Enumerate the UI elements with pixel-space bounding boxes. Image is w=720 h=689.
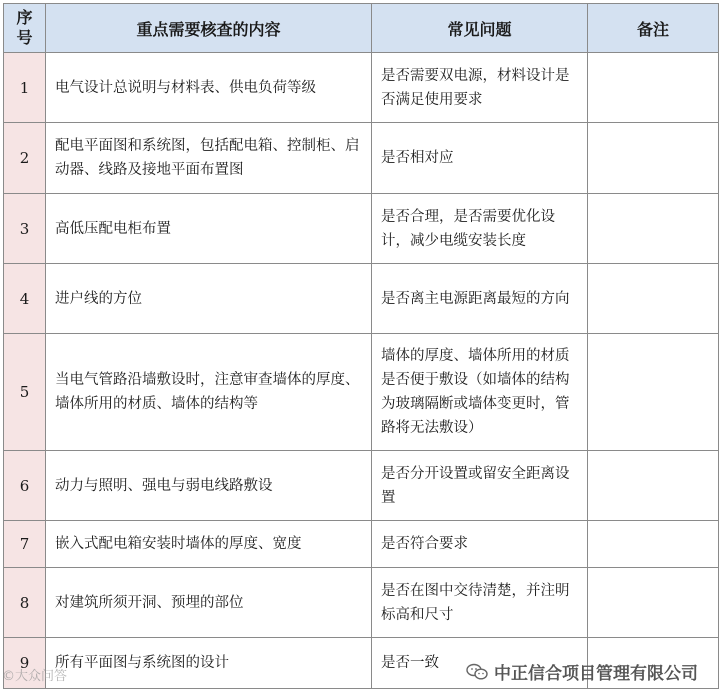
- row-issue: 是否一致: [372, 638, 588, 689]
- row-issue: 是否符合要求: [372, 521, 588, 568]
- row-issue: 墙体的厚度、墙体所用的材质是否便于敷设（如墙体的结构为玻璃隔断或墙体变更时，管路将无法敷设）: [372, 334, 588, 451]
- table-row: [4, 521, 719, 568]
- row-note: [588, 334, 719, 451]
- row-index: 8: [4, 568, 46, 638]
- table-row: [4, 568, 719, 638]
- row-content: 所有平面图与系统图的设计: [46, 638, 372, 689]
- row-index: 2: [4, 123, 46, 194]
- row-content: 动力与照明、强电与弱电线路敷设: [46, 451, 372, 521]
- watermark-company: 中正信合项目管理有限公司: [494, 664, 698, 684]
- row-index: 6: [4, 451, 46, 521]
- table-row: [4, 123, 719, 194]
- row-issue: 是否分开设置或留安全距离设置: [372, 451, 588, 521]
- table-row: [4, 334, 719, 451]
- watermark-right: [466, 659, 698, 684]
- table-row: [4, 53, 719, 123]
- row-index: 5: [4, 334, 46, 451]
- row-note: [588, 451, 719, 521]
- row-issue: 是否需要双电源，材料设计是否满足使用要求: [372, 53, 588, 123]
- row-content: 高低压配电柜布置: [46, 194, 372, 264]
- column-header-notes: 备注: [588, 4, 719, 53]
- table-row: [4, 264, 719, 334]
- row-index: 1: [4, 53, 46, 123]
- row-index: 7: [4, 521, 46, 568]
- row-content: 对建筑所须开洞、预埋的部位: [46, 568, 372, 638]
- row-note: [588, 123, 719, 194]
- row-issue: 是否离主电源距离最短的方向: [372, 264, 588, 334]
- row-issue: 是否相对应: [372, 123, 588, 194]
- row-content: 配电平面图和系统图，包括配电箱、控制柜、启动器、线路及接地平面布置图: [46, 123, 372, 194]
- row-index: 3: [4, 194, 46, 264]
- row-content: 电气设计总说明与材料表、供电负荷等级: [46, 53, 372, 123]
- row-content: 进户线的方位: [46, 264, 372, 334]
- row-index: 4: [4, 264, 46, 334]
- row-note: [588, 264, 719, 334]
- row-issue: 是否合理，是否需要优化设计，减少电缆安装长度: [372, 194, 588, 264]
- table-row: [4, 194, 719, 264]
- row-note: [588, 521, 719, 568]
- row-index: 9: [4, 638, 46, 689]
- table-header-row: [4, 4, 719, 53]
- watermark-left: ©大众问答: [2, 669, 68, 684]
- wechat-logo-icon: [466, 663, 488, 681]
- row-note: [588, 53, 719, 123]
- table-row: [4, 451, 719, 521]
- row-content: 当电气管路沿墙敷设时，注意审查墙体的厚度、墙体所用的材质、墙体的结构等: [46, 334, 372, 451]
- column-header-issues: 常见问题: [372, 4, 588, 53]
- row-issue: 是否在图中交待清楚，并注明标高和尺寸: [372, 568, 588, 638]
- column-header-index: 序 号: [4, 4, 46, 53]
- row-note: [588, 194, 719, 264]
- row-content: 嵌入式配电箱安装时墙体的厚度、宽度: [46, 521, 372, 568]
- column-header-content: 重点需要核查的内容: [46, 4, 372, 53]
- review-table: [3, 3, 719, 689]
- row-note: [588, 568, 719, 638]
